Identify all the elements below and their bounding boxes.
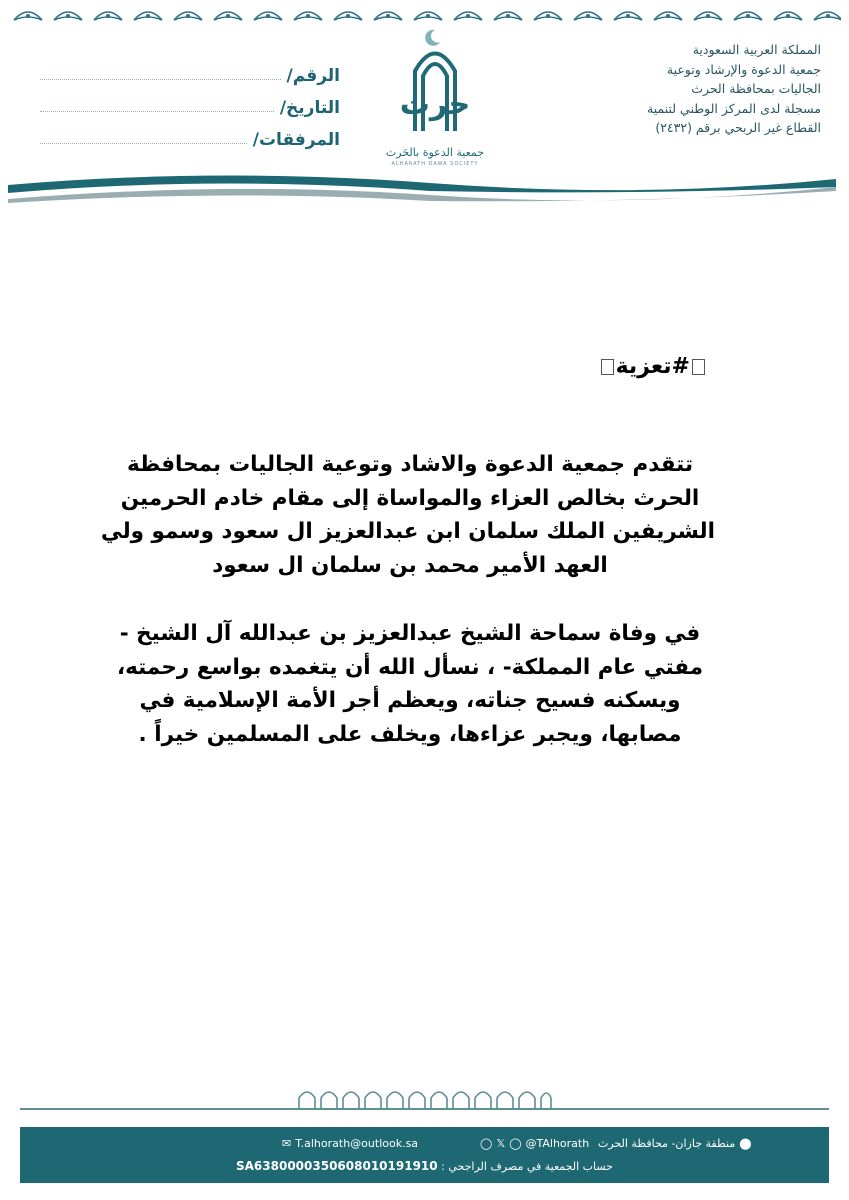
paragraph-line: الشريفين الملك سلمان ابن عبدالعزيز ال سعود وسمو ولي — [100, 519, 715, 544]
bank-account — [236, 1159, 613, 1173]
org-line-city: الجاليات بمحافظة الحرث — [691, 81, 821, 96]
document-heading — [599, 354, 707, 379]
date-field — [40, 86, 340, 118]
footer-location — [598, 1137, 752, 1150]
condolence-paragraph-2 — [105, 617, 715, 751]
snapchat-icon: ◯ — [509, 1137, 522, 1150]
paragraph-line: الحرث بخالص العزاء والمواساة إلى مقام خادم الحرمين — [120, 485, 700, 511]
attachments-label: المرفقات/ — [252, 130, 340, 150]
top-border-ornament — [8, 4, 841, 26]
number-field — [40, 54, 340, 86]
mosque-arch-icon — [375, 26, 495, 146]
logo-subtitle-en: ALHARATH DAWA SOCIETY — [391, 161, 479, 167]
placeholder-glyph — [601, 359, 614, 375]
iban-number: SA6380000350608010191910 — [236, 1159, 438, 1173]
org-line-number: القطاع غير الربحي برقم (٢٤٣٢) — [655, 120, 821, 135]
date-label: التاريخ/ — [279, 98, 340, 118]
footer-rule — [20, 1108, 829, 1110]
social-handle: @TAlhorath — [525, 1137, 590, 1150]
paragraph-line: ويسكنه فسيح جناته، ويعظم أجر الأمة الإسلامية في — [139, 688, 681, 713]
condolence-paragraph-1 — [100, 448, 715, 582]
number-line — [40, 79, 281, 80]
bank-label: حساب الجمعية في مصرف الراجحي : — [441, 1160, 613, 1173]
x-icon: 𝕏 — [496, 1137, 506, 1150]
footer-bar — [20, 1127, 829, 1183]
number-label: الرقم/ — [286, 66, 340, 86]
footer-email[interactable] — [282, 1137, 418, 1150]
society-logo — [375, 26, 495, 178]
footer-social[interactable] — [480, 1137, 589, 1150]
heading-text: #تعزية — [615, 354, 690, 379]
paragraph-line: العهد الأمير محمد بن سلمان ال سعود — [212, 552, 608, 578]
reference-fields — [40, 54, 340, 150]
whatsapp-icon: ◯ — [480, 1137, 493, 1150]
logo-wordmark: حرث — [399, 87, 471, 122]
location-pin-icon: ⬤ — [739, 1137, 752, 1150]
mail-icon: ✉ — [282, 1137, 292, 1150]
paragraph-line: تتقدم جمعية الدعوة والاشاد وتوعية الجاليات بمحافظة — [126, 452, 694, 477]
org-line-registration: مسجلة لدى المركز الوطني لتنمية — [647, 100, 821, 116]
date-line — [40, 111, 274, 112]
logo-subtitle: جمعية الدعوة بالحَرث — [385, 146, 485, 159]
paragraph-line: مفتي عام المملكة- ، نسأل الله أن يتغمده بواسع رحمته، — [116, 654, 704, 680]
org-line-country: المملكة العربية السعودية — [692, 42, 821, 57]
attachments-line — [40, 143, 247, 144]
attachments-field — [40, 118, 340, 150]
email-text: T.alhorath@outlook.sa — [295, 1137, 419, 1150]
placeholder-glyph — [692, 359, 705, 375]
paragraph-line: مصابها، ويجبر عزاءها، ويخلف على المسلمين خيراً . — [138, 721, 682, 747]
location-text: منطقة جازان- محافظة الحرث — [598, 1137, 736, 1150]
header-wave-divider — [0, 165, 849, 225]
organization-info — [561, 40, 821, 138]
org-line-name: جمعية الدعوة والإرشاد وتوعية — [666, 61, 821, 77]
paragraph-line: في وفاة سماحة الشيخ عبدالعزيز بن عبدالله آل الشيخ - — [119, 621, 701, 646]
